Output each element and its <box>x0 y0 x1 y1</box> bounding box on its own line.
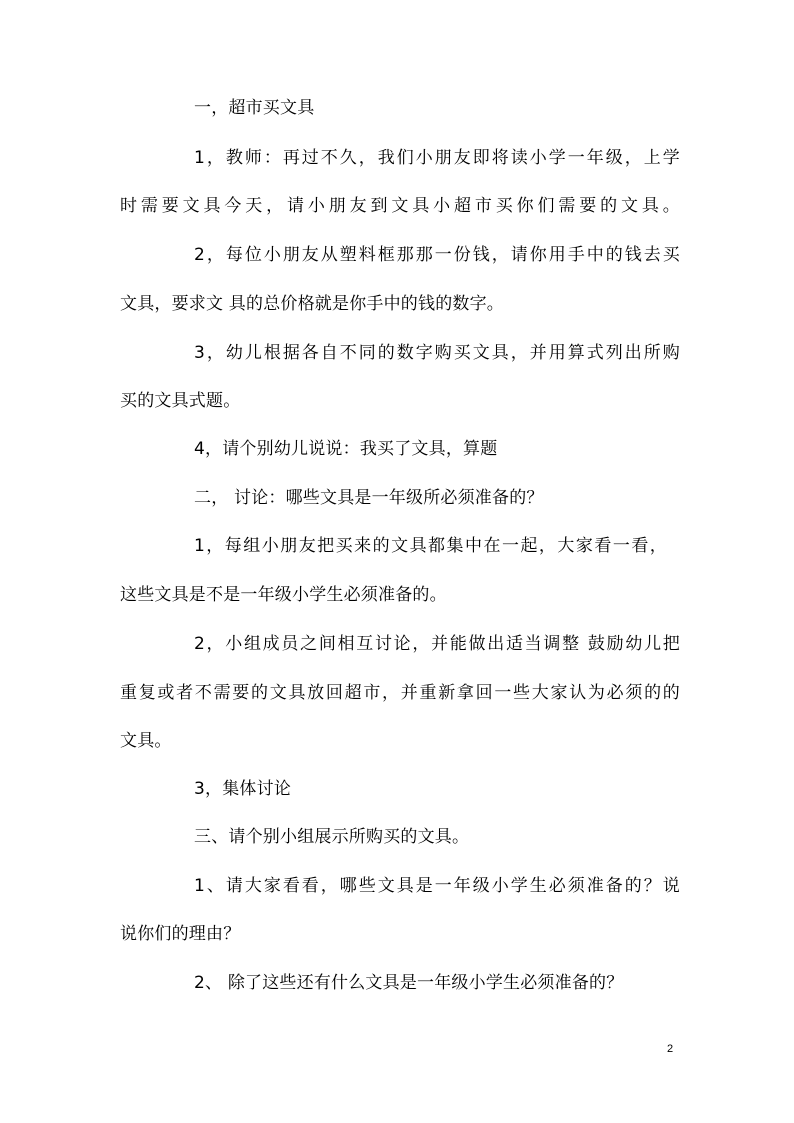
section-heading-1: 一，超市买文具 <box>194 98 315 118</box>
paragraph-line: 这些文具是不是一年级小学生必须准备的。 <box>120 585 447 605</box>
section-heading-3: 三、请个别小组展示所购买的文具。 <box>194 827 470 847</box>
paragraph-line: 3，集体讨论 <box>194 779 292 799</box>
paragraph-line: 1，每组小朋友把买来的文具都集中在一起，大家看一看， <box>194 536 667 556</box>
paragraph-line: 说你们的理由？ <box>120 924 241 944</box>
paragraph-line: 文具。 <box>120 731 172 751</box>
paragraph-line: 重复或者不需要的文具放回超市，并重新拿回一些大家认为必须的的 <box>120 683 680 703</box>
paragraph-line: 2，每位小朋友从塑料框那那一份钱，请你用手中的钱去买 <box>194 245 680 265</box>
section-heading-2: 二， 讨论：哪些文具是一年级所必须准备的？ <box>194 488 544 508</box>
paragraph-line: 2，小组成员之间相互讨论，并能做出适当调整 鼓励幼儿把 <box>194 634 680 654</box>
paragraph-line: 时需要文具今天，请小朋友到文具小超市买你们需要的文具。 <box>120 196 680 216</box>
paragraph-line: 1、请大家看看，哪些文具是一年级小学生必须准备的？说 <box>194 876 680 896</box>
paragraph-line: 2、 除了这些还有什么文具是一年级小学生必须准备的？ <box>194 973 624 993</box>
paragraph-line: 文具，要求文 具的总价格就是你手中的钱的数字。 <box>120 294 505 314</box>
paragraph-line: 1，教师：再过不久，我们小朋友即将读小学一年级，上学 <box>194 148 680 168</box>
page-number: 2 <box>667 1043 674 1055</box>
paragraph-line: 4，请个别幼儿说说：我买了文具，算题 <box>194 439 498 459</box>
paragraph-line: 买的文具式题。 <box>120 391 241 411</box>
paragraph-line: 3，幼儿根据各自不同的数字购买文具，并用算式列出所购 <box>194 343 680 363</box>
